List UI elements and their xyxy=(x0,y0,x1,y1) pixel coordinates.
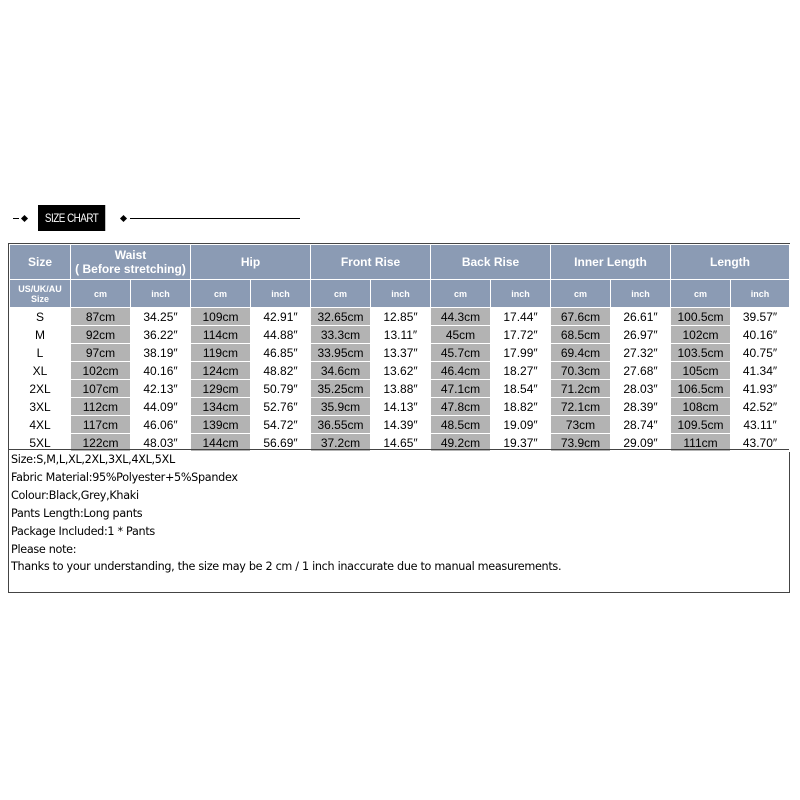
cm-cell: 68.5cm xyxy=(551,326,611,344)
table-row xyxy=(10,380,790,398)
size-chart-banner: SIZE CHART xyxy=(38,205,105,231)
waist-header xyxy=(71,245,191,280)
inch-cell: 18.54″ xyxy=(491,380,551,398)
table-row xyxy=(10,362,790,380)
note-line: Package Included:1 * Pants xyxy=(11,524,155,538)
size-cell: M xyxy=(10,326,71,344)
inch-cell: 52.76″ xyxy=(251,398,311,416)
inch-cell: 50.79″ xyxy=(251,380,311,398)
inch-cell: 40.16″ xyxy=(131,362,191,380)
inch-cell: 54.72″ xyxy=(251,416,311,434)
inch-cell: 26.97″ xyxy=(611,326,671,344)
cm-cell: 103.5cm xyxy=(671,344,731,362)
inch-cell: 17.72″ xyxy=(491,326,551,344)
size-cell: S xyxy=(10,308,71,326)
cm-cell: 107cm xyxy=(71,380,131,398)
cm-cell: 35.25cm xyxy=(311,380,371,398)
inner-length-header: Inner Length xyxy=(551,245,671,280)
inch-cell: 40.75″ xyxy=(731,344,790,362)
cm-cell: 122cm xyxy=(71,434,131,452)
inch-cell: 26.61″ xyxy=(611,308,671,326)
size-cell: 2XL xyxy=(10,380,71,398)
size-header: Size xyxy=(10,245,71,280)
inch-cell: 19.37″ xyxy=(491,434,551,452)
inch-cell: 18.82″ xyxy=(491,398,551,416)
inch-cell: 27.32″ xyxy=(611,344,671,362)
unit-cm-header: cm xyxy=(551,280,611,308)
cm-cell: 117cm xyxy=(71,416,131,434)
cm-cell: 92cm xyxy=(71,326,131,344)
inch-cell: 34.25″ xyxy=(131,308,191,326)
unit-cm-header: cm xyxy=(431,280,491,308)
cm-cell: 49.2cm xyxy=(431,434,491,452)
cm-cell: 73.9cm xyxy=(551,434,611,452)
cm-cell: 109.5cm xyxy=(671,416,731,434)
note-line: Pants Length:Long pants xyxy=(11,506,143,520)
cm-cell: 102cm xyxy=(71,362,131,380)
header-unit-row xyxy=(10,280,790,308)
table-row xyxy=(10,398,790,416)
cm-cell: 37.2cm xyxy=(311,434,371,452)
hip-header: Hip xyxy=(191,245,311,280)
banner-line-left xyxy=(13,218,19,219)
inch-cell: 44.09″ xyxy=(131,398,191,416)
cm-cell: 33.95cm xyxy=(311,344,371,362)
inch-cell: 42.91″ xyxy=(251,308,311,326)
cm-cell: 139cm xyxy=(191,416,251,434)
unit-cm-header: cm xyxy=(191,280,251,308)
cm-cell: 36.55cm xyxy=(311,416,371,434)
note-line: Please note: xyxy=(11,542,77,556)
inch-cell: 56.69″ xyxy=(251,434,311,452)
size-cell: XL xyxy=(10,362,71,380)
inch-cell: 43.11″ xyxy=(731,416,790,434)
region-label: US/UK/AU xyxy=(18,283,62,294)
cm-cell: 144cm xyxy=(191,434,251,452)
cm-cell: 70.3cm xyxy=(551,362,611,380)
inch-cell: 19.09″ xyxy=(491,416,551,434)
inch-cell: 14.65″ xyxy=(371,434,431,452)
cm-cell: 34.6cm xyxy=(311,362,371,380)
unit-inch-header: inch xyxy=(611,280,671,308)
size-cell: L xyxy=(10,344,71,362)
cm-cell: 71.2cm xyxy=(551,380,611,398)
cm-cell: 124cm xyxy=(191,362,251,380)
cm-cell: 48.5cm xyxy=(431,416,491,434)
cm-cell: 102cm xyxy=(671,326,731,344)
cm-cell: 129cm xyxy=(191,380,251,398)
inch-cell: 27.68″ xyxy=(611,362,671,380)
note-line: Fabric Material:95%Polyester+5%Spandex xyxy=(11,470,238,484)
note-line: Thanks to your understanding, the size may be 2 cm / 1 inch inaccurate due to manual measurements. xyxy=(11,560,562,574)
size-chart-body xyxy=(10,308,790,452)
cm-cell: 108cm xyxy=(671,398,731,416)
table-row xyxy=(10,308,790,326)
inch-cell: 42.52″ xyxy=(731,398,790,416)
cm-cell: 33.3cm xyxy=(311,326,371,344)
inch-cell: 40.16″ xyxy=(731,326,790,344)
unit-inch-header: inch xyxy=(251,280,311,308)
table-row xyxy=(10,344,790,362)
cm-cell: 69.4cm xyxy=(551,344,611,362)
cm-cell: 111cm xyxy=(671,434,731,452)
inch-cell: 13.37″ xyxy=(371,344,431,362)
note-line: Colour:Black,Grey,Khaki xyxy=(11,488,139,502)
banner-diamond-left xyxy=(21,215,28,222)
unit-cm-header: cm xyxy=(311,280,371,308)
unit-cm-header: cm xyxy=(71,280,131,308)
inch-cell: 39.57″ xyxy=(731,308,790,326)
waist-label: Waist xyxy=(114,248,147,262)
cm-cell: 100.5cm xyxy=(671,308,731,326)
cm-cell: 47.8cm xyxy=(431,398,491,416)
inch-cell: 13.11″ xyxy=(371,326,431,344)
product-notes xyxy=(11,451,781,576)
unit-inch-header: inch xyxy=(131,280,191,308)
cm-cell: 45.7cm xyxy=(431,344,491,362)
cm-cell: 134cm xyxy=(191,398,251,416)
size-chart-table xyxy=(9,244,790,452)
length-header: Length xyxy=(671,245,790,280)
inch-cell: 28.03″ xyxy=(611,380,671,398)
inch-cell: 48.03″ xyxy=(131,434,191,452)
cm-cell: 44.3cm xyxy=(431,308,491,326)
inch-cell: 46.85″ xyxy=(251,344,311,362)
waist-sublabel: ( Before stretching) xyxy=(75,262,186,276)
inch-cell: 28.74″ xyxy=(611,416,671,434)
cm-cell: 106.5cm xyxy=(671,380,731,398)
cm-cell: 73cm xyxy=(551,416,611,434)
inch-cell: 13.62″ xyxy=(371,362,431,380)
header-group-row xyxy=(10,245,790,280)
notes-divider xyxy=(9,449,789,450)
cm-cell: 46.4cm xyxy=(431,362,491,380)
back-rise-header: Back Rise xyxy=(431,245,551,280)
note-line: Size:S,M,L,XL,2XL,3XL,4XL,5XL xyxy=(11,453,175,466)
cm-cell: 119cm xyxy=(191,344,251,362)
cm-cell: 72.1cm xyxy=(551,398,611,416)
region-size-label: Size xyxy=(30,293,49,304)
cm-cell: 112cm xyxy=(71,398,131,416)
inch-cell: 44.88″ xyxy=(251,326,311,344)
cm-cell: 67.6cm xyxy=(551,308,611,326)
inch-cell: 17.99″ xyxy=(491,344,551,362)
inch-cell: 41.93″ xyxy=(731,380,790,398)
cm-cell: 45cm xyxy=(431,326,491,344)
inch-cell: 13.88″ xyxy=(371,380,431,398)
cm-cell: 87cm xyxy=(71,308,131,326)
inch-cell: 36.22″ xyxy=(131,326,191,344)
inch-cell: 46.06″ xyxy=(131,416,191,434)
cm-cell: 109cm xyxy=(191,308,251,326)
inch-cell: 17.44″ xyxy=(491,308,551,326)
front-rise-header: Front Rise xyxy=(311,245,431,280)
cm-cell: 47.1cm xyxy=(431,380,491,398)
size-cell: 4XL xyxy=(10,416,71,434)
inch-cell: 41.34″ xyxy=(731,362,790,380)
banner-line-right xyxy=(130,218,300,219)
unit-inch-header: inch xyxy=(371,280,431,308)
cm-cell: 32.65cm xyxy=(311,308,371,326)
cm-cell: 35.9cm xyxy=(311,398,371,416)
size-cell: 5XL xyxy=(10,434,71,452)
inch-cell: 48.82″ xyxy=(251,362,311,380)
inch-cell: 29.09″ xyxy=(611,434,671,452)
banner-diamond-right xyxy=(120,215,127,222)
size-cell: 3XL xyxy=(10,398,71,416)
inch-cell: 14.13″ xyxy=(371,398,431,416)
unit-inch-header: inch xyxy=(491,280,551,308)
cm-cell: 114cm xyxy=(191,326,251,344)
inch-cell: 28.39″ xyxy=(611,398,671,416)
region-size-header xyxy=(10,280,71,308)
inch-cell: 43.70″ xyxy=(731,434,790,452)
inch-cell: 14.39″ xyxy=(371,416,431,434)
inch-cell: 12.85″ xyxy=(371,308,431,326)
cm-cell: 105cm xyxy=(671,362,731,380)
unit-cm-header: cm xyxy=(671,280,731,308)
cm-cell: 97cm xyxy=(71,344,131,362)
unit-inch-header: inch xyxy=(731,280,790,308)
table-row xyxy=(10,326,790,344)
table-row xyxy=(10,416,790,434)
inch-cell: 18.27″ xyxy=(491,362,551,380)
inch-cell: 42.13″ xyxy=(131,380,191,398)
inch-cell: 38.19″ xyxy=(131,344,191,362)
